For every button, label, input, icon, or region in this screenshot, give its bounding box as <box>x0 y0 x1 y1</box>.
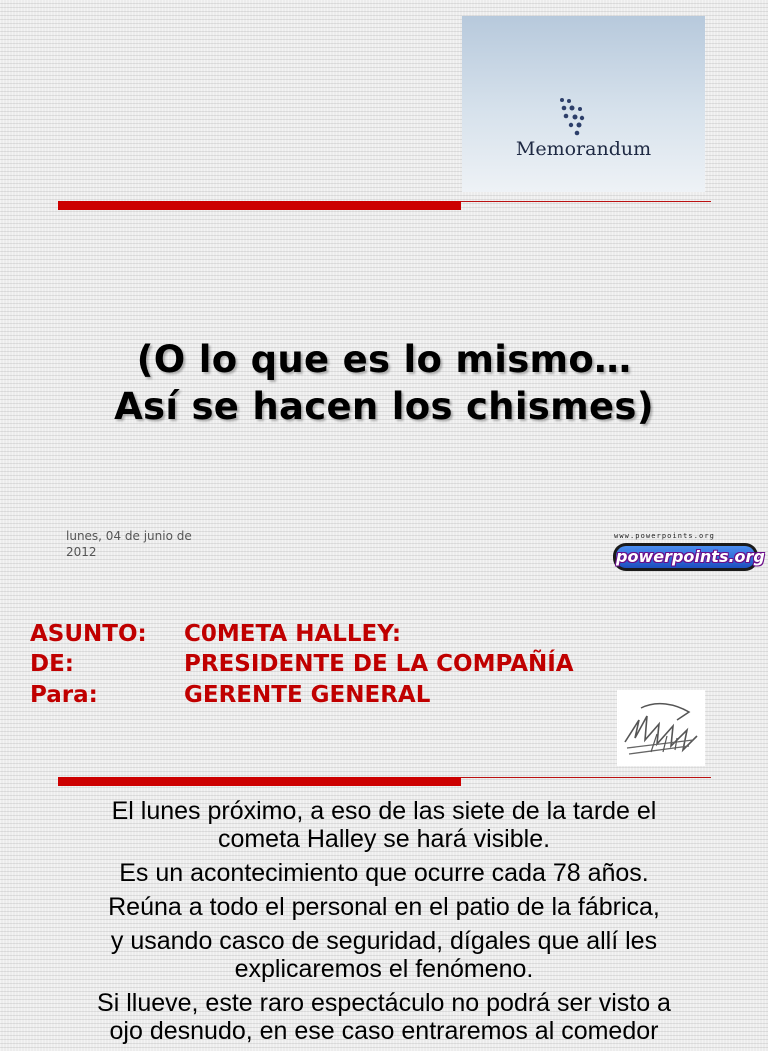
signature-icon <box>617 690 705 766</box>
asunto-value: C0META HALLEY: <box>184 621 402 647</box>
asunto-label: ASUNTO: <box>30 621 147 647</box>
memo-body <box>0 797 768 1051</box>
bottom-thin-rule <box>461 777 711 778</box>
de-label: DE: <box>30 651 75 677</box>
headline-line-2: Así se hacen los chismes) <box>114 385 654 428</box>
headline <box>0 336 768 430</box>
powerpoints-url[interactable]: www.powerpoints.org <box>614 532 715 540</box>
body-line: El lunes próximo, a eso de las siete de la tarde el <box>111 797 657 825</box>
bottom-red-rule <box>58 777 461 786</box>
top-thin-rule <box>461 201 711 202</box>
body-paragraph-3: Reúna a todo el personal en el patio de la fábrica, <box>108 893 660 921</box>
powerpoints-badge[interactable] <box>613 543 765 571</box>
powerpoints-badge-label: powerpoints.org <box>616 547 765 566</box>
body-line: ojo desnudo, en ese caso entraremos al comedor <box>109 1017 659 1045</box>
date-line-2: 2012 <box>66 545 97 559</box>
body-paragraph-2: Es un acontecimiento que ocurre cada 78 años. <box>119 859 649 887</box>
para-value: GERENTE GENERAL <box>184 682 431 708</box>
headline-line-1: (O lo que es lo mismo… <box>136 338 632 381</box>
body-line: Si llueve, este raro espectáculo no podrá ser visto a <box>97 989 671 1017</box>
body-paragraph-1 <box>0 797 768 853</box>
date-line-1: lunes, 04 de junio de <box>66 529 192 543</box>
date <box>66 528 226 560</box>
top-red-rule <box>58 201 461 210</box>
body-paragraph-4 <box>0 927 768 983</box>
body-paragraph-5 <box>0 989 768 1045</box>
body-line: cometa Halley se hará visible. <box>217 825 551 853</box>
signature-image <box>617 690 705 766</box>
logo-text: Memorandum <box>515 138 652 160</box>
de-value: PRESIDENTE DE LA COMPAÑÍA <box>184 651 574 677</box>
body-line: y usando casco de seguridad, dígales que allí les <box>110 927 658 955</box>
para-label: Para: <box>30 682 98 708</box>
memorandum-logo <box>462 16 705 192</box>
body-line: explicaremos el fenómeno. <box>234 955 534 983</box>
